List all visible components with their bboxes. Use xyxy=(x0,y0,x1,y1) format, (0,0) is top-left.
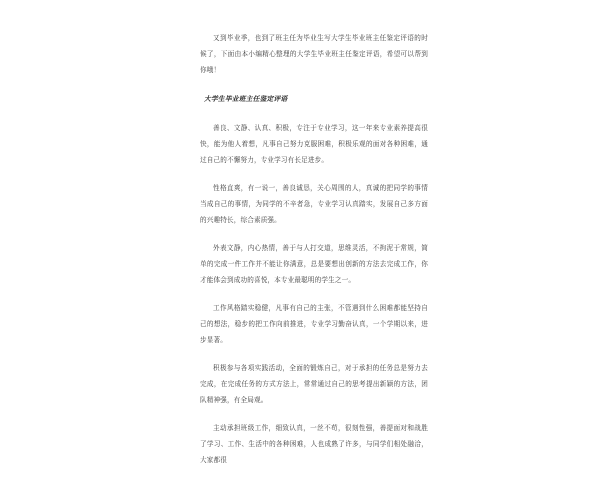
article-body xyxy=(200,30,428,480)
evaluation-paragraph: 性格直爽，有一说一，善良诚恳，关心周围的人，真诚的把同学的事情当成自己的事情，为同学的不辛者急，专业学习认真踏实，发展自己多方面的兴趣特长，综合素质强。 xyxy=(200,184,428,224)
evaluation-paragraph: 外表文静，内心热情，善于与人打交道，思维灵活，不拘泥于常规，简单的完成一件工作并不能让你满意，总是要想出创新的方法去完成工作，你才能体会到成功的喜悦，本专业最聪明的学生之一。 xyxy=(200,244,428,284)
article-title: 大学生毕业班主任鉴定评语 xyxy=(204,95,288,103)
evaluation-paragraph: 善良、文静、认真、积极，专注于专业学习，这一年来专业素养提高很快，能为他人着想，凡事自己努力克服困难，积极乐观的面对各种困难，通过自己的不懈努力，专业学习有长足进步。 xyxy=(200,124,428,164)
intro-paragraph: 又到毕业季，也到了班主任为毕业生写大学生毕业班主任鉴定评语的时候了，下面由本小编精心整理的大学生毕业班主任鉴定评语，希望可以帮到你哦！ xyxy=(200,34,428,74)
evaluation-paragraph: 积极参与各项实践活动，全面的锻炼自己，对于承担的任务总是努力去完成，在完成任务的方式方法上，常常通过自己的思考提出新颖的方法，团队精神强，有全局观。 xyxy=(200,364,428,404)
evaluation-paragraph: 主动承担班级工作，细致认真，一丝不苟，很刻性强，善提面对和战胜了学习、工作、生活中的各种困难，人也成熟了许多，与同学们相处融洽，大家都很 xyxy=(200,424,428,464)
evaluation-paragraph: 工作风格踏实稳健，凡事有自己的主张，不管遇到什么困难都能坚持自己的想法，稳步的把工作向前推进，专业学习勤奋认真，一个学期以来，进步显著。 xyxy=(200,304,428,344)
